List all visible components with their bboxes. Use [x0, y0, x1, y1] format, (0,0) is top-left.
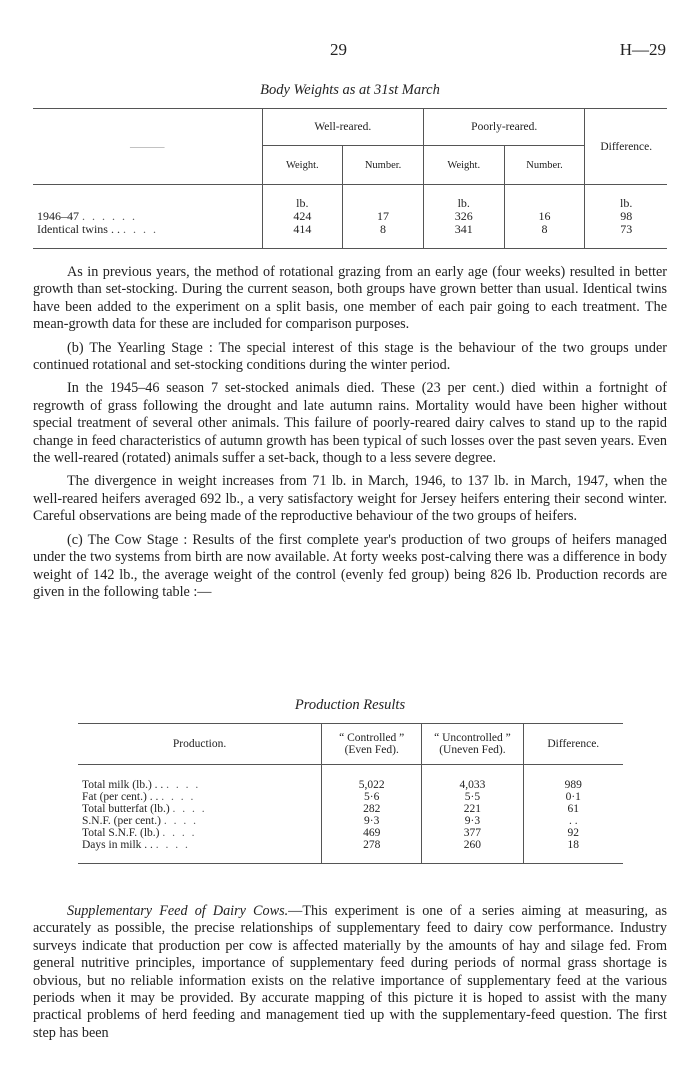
row-label: 1946–47	[37, 209, 79, 223]
cell-uncontrolled: 260	[422, 839, 523, 864]
difference-header: Difference.	[585, 109, 667, 185]
body-text-bottom	[33, 903, 667, 1042]
weight-header-poorlyreared: Weight.	[424, 146, 505, 185]
page-header	[0, 40, 700, 62]
table2-caption: Production Results	[294, 697, 406, 713]
cell-uncontrolled: 377	[422, 827, 523, 839]
unit-label: lb.	[424, 185, 505, 211]
page-number: 29	[330, 40, 347, 59]
section-heading: Supplementary Feed of Dairy Cows.	[67, 903, 289, 919]
row-label: Identical twins . .	[37, 222, 120, 236]
cell-difference: 18	[523, 839, 623, 864]
table-row: Total milk (lb.) . . . . . . 5,022 4,033 989	[78, 765, 623, 792]
difference-header: Difference.	[523, 724, 623, 765]
unit-label: lb.	[262, 185, 343, 211]
number-header-poorlyreared: Number.	[504, 146, 585, 185]
paragraph: In the 1945–46 season 7 set-stocked animals died. These (23 per cent.) died within a fortnight of regrowth of grass following the drought and late autumn rains. Mortality would have been higher without special treatment of several other animals. This failure of poorly-reared dairy calves to stand up to the rapid change in feed characteristics of autumn growth has been typical of such losses over the past seven years. Even the well-reared (rotated) animals suffer a set-back, though to a less severe degree.	[33, 380, 667, 467]
paragraph: (c) The Cow Stage : Results of the first complete year's production of two groups of heifers managed under the two systems from birth are now available. At forty weeks post-calving there was a difference in body weight of 142 lb., the average weight of the control (evenly fed group) being 826 lb. Production records are given in the following table :—	[33, 531, 667, 600]
table-row: Identical twins . . . . . . 414 8 341 8 73	[33, 223, 667, 249]
cell-controlled: 5,022	[322, 765, 422, 792]
cell-weight: 326	[424, 210, 505, 223]
table-row: S.N.F. (per cent.) . . . . 9·3 9·3 . .	[78, 815, 623, 827]
cell-controlled: 469	[322, 827, 422, 839]
production-header: Production.	[172, 738, 227, 750]
cell-uncontrolled: 4,033	[422, 765, 523, 792]
cell-number: 16	[504, 210, 585, 223]
table-row: Days in milk . . . . . . 278 260 18	[78, 839, 623, 864]
table-row: Total butterfat (lb.) . . . . 282 221 61	[78, 803, 623, 815]
subheading: (c) The Cow Stage :	[67, 531, 188, 548]
cell-uncontrolled: 9·3	[422, 815, 523, 827]
table-row: Fat (per cent.) . . . . . . 5·6 5·5 0·1	[78, 791, 623, 803]
cell-weight: 341	[424, 223, 505, 249]
cell-controlled: 278	[322, 839, 422, 864]
wellreared-header: Well-reared.	[262, 109, 423, 146]
cell-difference: 61	[523, 803, 623, 815]
row-label: S.N.F. (per cent.)	[82, 815, 161, 827]
subheading: (b) The Yearling Stage :	[67, 339, 213, 356]
weight-header-wellreared: Weight.	[262, 146, 343, 185]
unit-label: lb.	[585, 185, 667, 211]
number-header-wellreared: Number.	[343, 146, 424, 185]
row-label: Total butterfat (lb.)	[82, 803, 170, 815]
cell-uncontrolled: 221	[422, 803, 523, 815]
cell-difference: 98	[585, 210, 667, 223]
cell-difference: . .	[523, 815, 623, 827]
cell-difference: 73	[585, 223, 667, 249]
cell-controlled: 9·3	[322, 815, 422, 827]
document-reference: H—29	[619, 40, 666, 59]
paragraph: As in previous years, the method of rotational grazing from an early age (four weeks) resulted in better growth than set-stocking. During the current season, both groups have grown better than usual. Identical twins have been added to the experiment on a split basis, one member of each pair going to each treatment. The mean-growth data for these are included for comparison purposes.	[33, 264, 667, 333]
cell-controlled: 5·6	[322, 791, 422, 803]
controlled-header: “ Controlled ” (Even Fed).	[322, 724, 422, 765]
row-label: Fat (per cent.) . .	[82, 791, 159, 803]
cell-number: 8	[343, 223, 424, 249]
cell-number: 8	[504, 223, 585, 249]
cell-number: 17	[343, 210, 424, 223]
row-label: Total S.N.F. (lb.)	[82, 827, 160, 839]
stub-header: ———	[33, 109, 262, 185]
row-label: Total milk (lb.) . .	[82, 779, 164, 791]
paragraph: The divergence in weight increases from 71 lb. in March, 1946, to 137 lb. in March, 1947, when the well-reared heifers averaged 692 lb., a very satisfactory weight for Jersey heifers entering their second winter. Careful observations are being made of the reproductive behaviour of the two groups of heifers.	[33, 473, 667, 525]
cell-weight: 424	[262, 210, 343, 223]
poorlyreared-header: Poorly-reared.	[424, 109, 585, 146]
body-text-top	[33, 264, 667, 601]
cell-difference: 0·1	[523, 791, 623, 803]
cell-weight: 414	[262, 223, 343, 249]
body-weights-table	[33, 108, 667, 249]
table-row: Total S.N.F. (lb.) . . . . 469 377 92	[78, 827, 623, 839]
production-results-table	[78, 723, 623, 864]
row-label: Days in milk . .	[82, 839, 153, 851]
paragraph: (b) The Yearling Stage : The special interest of this stage is the behaviour of the two groups under continued rotational and set-stocking conditions during the winter period.	[33, 339, 667, 374]
cell-controlled: 282	[322, 803, 422, 815]
uncontrolled-header: “ Uncontrolled ” (Uneven Fed).	[422, 724, 523, 765]
table-row: 1946–47 . . . . . . 424 17 326 16 98	[33, 210, 667, 223]
cell-difference: 92	[523, 827, 623, 839]
table1-caption: Body Weights as at 31st March	[260, 82, 440, 98]
paragraph: Supplementary Feed of Dairy Cows.—This experiment is one of a series aiming at measuring, as accurately as possible, the precise relationships of supplementary feed to dairy cow performance. Industry surveys indicate that production per cow is affected materially by the amounts of hay and silage fed. From general nutritive principles, importance of supplementary feed during periods of normal grass shortage is obvious, but no reliable information exists on the relative importance of supplementary feed at the various periods when it may be provided. By accurate mapping of this picture it is hoped to assist with the many practical problems of herd feeding and management tied up with the supplementary-feed question. The first step has been	[33, 903, 668, 1041]
cell-difference: 989	[523, 765, 623, 792]
cell-uncontrolled: 5·5	[422, 791, 523, 803]
